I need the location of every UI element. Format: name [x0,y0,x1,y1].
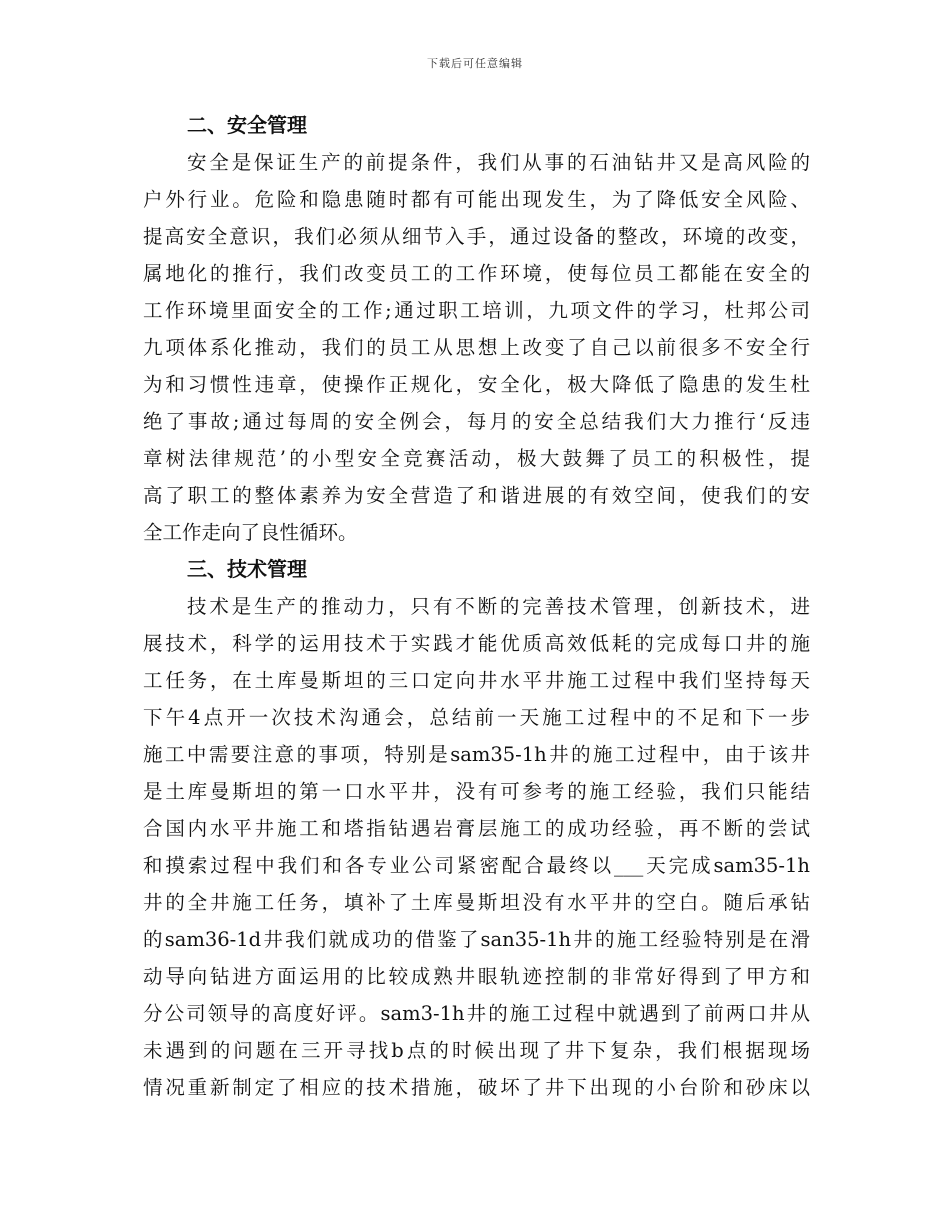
page-header: 下载后可任意编辑 [427,57,523,70]
section-heading: 三、技术管理 [187,557,307,581]
text-line: 情况重新制定了相应的技术措施，破坏了井下出现的小台阶和砂床以 [143,1076,810,1099]
text-line: 分公司领导的高度好评。sam3-1h井的施工过程中就遇到了前两口井从 [143,1002,810,1025]
text-line: 全工作走向了良性循环。 [143,521,358,544]
paragraph [143,588,810,1106]
text-line: 展技术，科学的运用技术于实践才能优质高效低耗的完成每口井的施 [143,632,810,655]
text-line: 合国内水平井施工和塔指钻遇岩膏层施工的成功经验，再不断的尝试 [143,817,810,840]
text-line: 技术是生产的推动力，只有不断的完善技术管理，创新技术，进 [187,595,810,618]
text-line: 施工中需要注意的事项，特别是sam35-1h井的施工过程中，由于该井 [143,743,810,766]
section-safety-management [143,107,810,551]
document-body [143,107,810,1106]
text-line: 九项体系化推动，我们的员工从思想上改变了自己以前很多不安全行 [143,336,810,359]
text-line: 未遇到的问题在三开寻找b点的时候出现了井下复杂，我们根据现场 [143,1039,810,1062]
text-line: 为和习惯性违章，使操作正规化，安全化，极大降低了隐患的发生杜 [143,373,810,396]
text-line: 属地化的推行，我们改变员工的工作环境，使每位员工都能在安全的 [143,262,810,285]
text-line: 工任务，在土库曼斯坦的三口定向井水平井施工过程中我们坚持每天 [143,669,810,692]
text-line: 提高安全意识，我们必须从细节入手，通过设备的整改，环境的改变， [143,225,810,248]
text-line: 是土库曼斯坦的第一口水平井，没有可参考的施工经验，我们只能结 [143,780,810,803]
text-line: 安全是保证生产的前提条件，我们从事的石油钻井又是高风险的 [187,151,810,174]
text-line: 和摸索过程中我们和各专业公司紧密配合最终以___天完成sam35-1h [143,854,810,877]
text-line: 井的全井施工任务，填补了土库曼斯坦没有水平井的空白。随后承钻 [143,891,810,914]
text-line: 户外行业。危险和隐患随时都有可能出现发生，为了降低安全风险、 [143,188,810,211]
text-line: 动导向钻进方面运用的比较成熟井眼轨迹控制的非常好得到了甲方和 [143,965,810,988]
text-line: 的sam36-1d井我们就成功的借鉴了san35-1h井的施工经验特别是在滑 [143,928,810,951]
text-line: 工作环境里面安全的工作;通过职工培训，九项文件的学习，杜邦公司 [143,299,810,322]
text-line: 下午4点开一次技术沟通会，总结前一天施工过程中的不足和下一步 [143,706,810,729]
text-line: 高了职工的整体素养为安全营造了和谐进展的有效空间，使我们的安 [143,484,810,507]
section-heading: 二、安全管理 [187,113,307,137]
text-line: 章树法律规范’的小型安全竞赛活动，极大鼓舞了员工的积极性，提 [143,447,810,470]
paragraph [143,144,810,551]
text-line: 绝了事故;通过每周的安全例会，每月的安全总结我们大力推行‘反违 [143,410,810,433]
section-technical-management [143,551,810,1106]
